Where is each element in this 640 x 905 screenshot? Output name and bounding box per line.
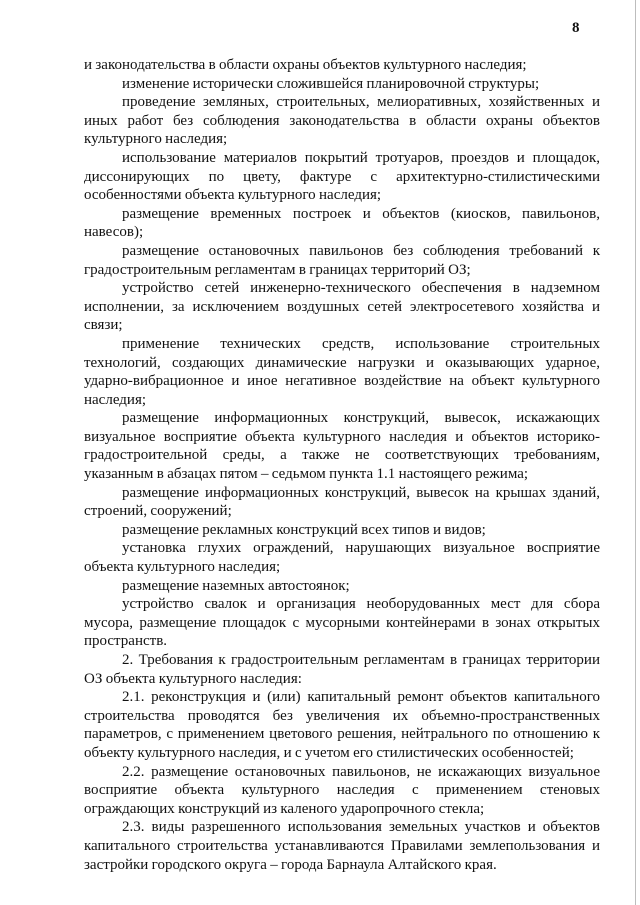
paragraph: 2.1. реконструкция и (или) капитальный ремонт объектов капитального строительства проводятся без увеличения их объемно-пространственных параметров, с применением цветового решения, нейтрального по отношению к объекту культурного наследия, и с учетом его стилистических особенностей; (84, 689, 600, 761)
paragraph: изменение исторически сложившейся планировочной структуры; (122, 75, 540, 92)
paragraph: 2. Требования к градостроительным регламентам в границах территории ОЗ объекта культурного наследия: (84, 652, 600, 687)
paragraph: 2.3. виды разрешенного использования земельных участков и объектов капитального строительства устанавливаются Правилами землепользования и застройки городского округа – города Барнаула Алтайского края. (84, 819, 600, 873)
paragraph: размещение наземных автостоянок; (122, 577, 350, 594)
paragraph: применение технических средств, использование строительных технологий, создающих динамические нагрузки и оказывающих ударное, ударно-вибрационное и иное негативное воздействие на объект культурного наследия; (84, 335, 600, 408)
paragraph: размещение остановочных павильонов без соблюдения требований к градостроительным регламентам в границах территорий ОЗ; (84, 242, 600, 278)
paragraph: устройство сетей инженерно-технического обеспечения в надземном исполнении, за исключением воздушных сетей электросетевого хозяйства и связи; (84, 280, 600, 334)
paragraph: размещение временных построек и объектов (киосков, павильонов, навесов); (84, 205, 600, 241)
paragraph: размещение рекламных конструкций всех типов и видов; (122, 521, 486, 538)
paragraph: использование материалов покрытий тротуаров, проездов и площадок, диссонирующих по цвету, фактуре с архитектурно-стилистическими особенностями объекта культурного наследия; (84, 149, 600, 204)
paragraph: размещение информационных конструкций, вывесок, искажающих визуальное восприятие объекта культурного наследия и объектов историко-градостроительной среды, а также не соответствующих требованиям, указанным в абзацах пятом – седьмом пункта 1.1 настоящего режима; (84, 410, 600, 483)
document-body (84, 56, 600, 874)
page-edge-line (635, 0, 636, 905)
paragraph: проведение земляных, строительных, мелиоративных, хозяйственных и иных работ без соблюдения законодательства в области охраны объектов культурного наследия; (84, 94, 600, 148)
paragraph: установка глухих ограждений, нарушающих визуальное восприятие объекта культурного наследия; (84, 540, 600, 576)
paragraph: и законодательства в области охраны объектов культурного наследия; (84, 57, 527, 73)
paragraph: размещение информационных конструкций, вывесок на крышах зданий, строений, сооружений; (84, 484, 600, 520)
paragraph: 2.2. размещение остановочных павильонов, не искажающих визуальное восприятие объекта культурного наследия с применением стеновых ограждающих конструкций из каленого ударопрочного стекла; (84, 763, 600, 817)
paragraph: устройство свалок и организация необорудованных мест для сбора мусора, размещение площадок с мусорными контейнерами в зонах открытых пространств. (84, 596, 600, 650)
page-number: 8 (572, 20, 580, 36)
